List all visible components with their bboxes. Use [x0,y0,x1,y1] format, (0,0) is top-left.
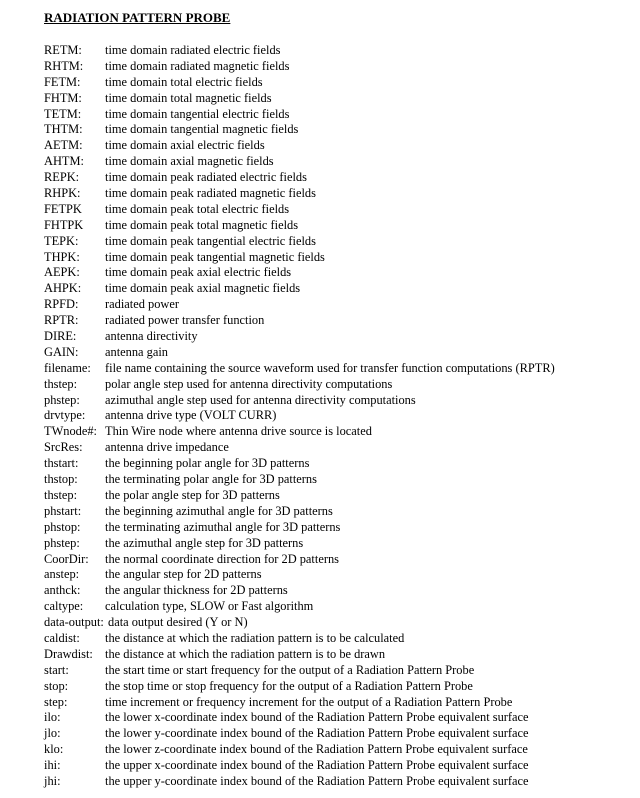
definition-term: data-output: [44,615,104,630]
definition-term: jlo: [44,726,61,741]
definition-description: radiated power [105,297,179,312]
definition-description: time domain peak radiated electric fields [105,170,307,185]
definition-term: drvtype: [44,408,86,423]
definition-row [44,742,634,758]
definition-description: the polar angle step for 3D patterns [105,487,280,502]
definition-description: the stop time or stop frequency for the output of a Radiation Pattern Probe [105,678,473,693]
definition-description: the lower z-coordinate index bound of the Radiation Pattern Probe equivalent surface [105,742,528,757]
definition-row [44,472,634,488]
definition-row [44,599,634,615]
definition-term: RHTM: [44,58,84,73]
definition-description: time domain peak axial electric fields [105,265,292,280]
definition-term: filename: [44,360,91,375]
definition-term: RETM: [44,43,82,57]
definition-row [44,504,634,520]
definition-row [44,75,634,91]
definition-row [44,424,634,440]
definition-term: FHTM: [44,90,82,105]
definition-term: phstep: [44,392,80,407]
definition-description: antenna drive impedance [105,440,229,455]
definition-term: THTM: [44,122,83,137]
definition-description: time domain tangential electric fields [105,106,290,121]
definition-row [44,663,634,679]
definition-row [44,91,634,107]
definition-row [44,631,634,647]
definition-term: ilo: [44,710,61,725]
definition-description: calculation type, SLOW or Fast algorithm [105,599,314,614]
definition-description: time domain radiated magnetic fields [105,58,290,73]
definition-list [44,43,634,790]
definition-row [44,758,634,774]
definition-description: the normal coordinate direction for 2D patterns [105,551,339,566]
definition-description: time domain total electric fields [105,74,263,89]
definition-row [44,647,634,663]
definition-row [44,234,634,250]
definition-description: the lower x-coordinate index bound of the Radiation Pattern Probe equivalent surface [105,710,529,725]
definition-term: jhi: [44,773,61,788]
definition-row [44,345,634,361]
definition-term: thstep: [44,487,78,502]
definition-description: antenna directivity [105,329,198,344]
definition-row [44,615,634,631]
definition-term: caltype: [44,599,84,614]
definition-row [44,552,634,568]
definition-term: thstart: [44,456,79,471]
definition-term: klo: [44,742,64,757]
definition-row [44,583,634,599]
definition-row [44,107,634,123]
definition-description: the angular step for 2D patterns [105,567,262,582]
definition-description: antenna drive type (VOLT CURR) [105,408,277,423]
definition-description: the start time or start frequency for the output of a Radiation Pattern Probe [105,662,475,677]
definition-row [44,59,634,75]
definition-description: time domain peak tangential electric fields [105,233,316,248]
definition-description: time domain peak axial magnetic fields [105,281,301,296]
definition-row [44,520,634,536]
definition-term: anthck: [44,583,81,598]
definition-row [44,726,634,742]
definition-term: TETM: [44,106,82,121]
definition-description: the terminating azimuthal angle for 3D patterns [105,519,341,534]
definition-description: time domain peak tangential magnetic fields [105,249,325,264]
definition-term: phstop: [44,519,81,534]
definition-row [44,138,634,154]
definition-description: Thin Wire node where antenna drive source is located [105,424,372,439]
definition-description: the upper y-coordinate index bound of the Radiation Pattern Probe equivalent surface [105,773,529,788]
definition-row [44,408,634,424]
definition-term: AETM: [44,138,83,153]
definition-description: file name containing the source waveform used for transfer function computations (RPTR) [105,360,555,375]
definition-row [44,313,634,329]
definition-row [44,456,634,472]
definition-description: time domain peak total electric fields [105,201,290,216]
definition-description: the azimuthal angle step for 3D patterns [105,535,304,550]
definition-row [44,679,634,695]
definition-row [44,297,634,313]
definition-term: phstart: [44,503,82,518]
definition-term: thstop: [44,472,78,487]
definition-term: FETPK [44,201,82,216]
definition-term: FHTPK [44,217,84,232]
definition-description: time domain peak total magnetic fields [105,217,299,232]
definition-term: RHPK: [44,186,81,201]
definition-term: AHPK: [44,281,82,296]
definition-description: time domain total magnetic fields [105,90,272,105]
definition-description: time domain radiated electric fields [105,43,281,57]
definition-term: anstep: [44,567,80,582]
definition-description: the beginning polar angle for 3D patterns [105,456,310,471]
definition-row [44,774,634,790]
definition-row [44,154,634,170]
definition-description: the angular thickness for 2D patterns [105,583,288,598]
definition-row [44,567,634,583]
definition-term: ihi: [44,758,61,773]
definition-description: radiated power transfer function [105,313,265,328]
definition-term: TEPK: [44,233,79,248]
definition-description: antenna gain [105,344,168,359]
definition-description: the distance at which the radiation pattern is to be calculated [105,630,405,645]
definition-row [44,710,634,726]
definition-row [44,202,634,218]
definition-term: step: [44,694,68,709]
definition-description: the upper x-coordinate index bound of the Radiation Pattern Probe equivalent surface [105,758,529,773]
definition-description: the beginning azimuthal angle for 3D patterns [105,503,333,518]
definition-term: DIRE: [44,329,77,344]
definition-description: the distance at which the radiation pattern is to be drawn [105,646,386,661]
definition-description: time domain tangential magnetic fields [105,122,299,137]
definition-description: the lower y-coordinate index bound of the Radiation Pattern Probe equivalent surface [105,726,529,741]
definition-row [44,440,634,456]
definition-term: AHTM: [44,154,84,169]
definition-description: polar angle step used for antenna directivity computations [105,376,393,391]
definition-row [44,186,634,202]
definition-term: AEPK: [44,265,80,280]
definition-row [44,218,634,234]
definition-row [44,43,634,59]
definition-term: REPK: [44,170,80,185]
definition-term: TWnode#: [44,424,97,439]
definition-term: RPFD: [44,297,79,312]
definition-term: CoorDir: [44,551,89,566]
definition-term: SrcRes: [44,440,83,455]
definition-description: data output desired (Y or N) [108,615,248,630]
definition-row [44,488,634,504]
definition-row [44,250,634,266]
page-title: RADIATION PATTERN PROBE [44,10,231,25]
definition-term: caldist: [44,630,80,645]
definition-term: phstep: [44,535,80,550]
definition-row [44,393,634,409]
definition-row [44,329,634,345]
definition-description: time domain axial electric fields [105,138,265,153]
definition-description: time increment or frequency increment for the output of a Radiation Pattern Probe [105,694,513,709]
definition-term: GAIN: [44,344,79,359]
definition-term: thstep: [44,376,78,391]
definition-row [44,170,634,186]
definition-row [44,281,634,297]
definition-description: azimuthal angle step used for antenna directivity computations [105,392,416,407]
definition-term: start: [44,662,69,677]
definition-description: time domain peak radiated magnetic fields [105,186,316,201]
definition-term: THPK: [44,249,80,264]
definition-row [44,536,634,552]
definition-row [44,265,634,281]
definition-term: stop: [44,678,69,693]
definition-description: time domain axial magnetic fields [105,154,274,169]
definition-row [44,695,634,711]
definition-row [44,377,634,393]
definition-description: the terminating polar angle for 3D patterns [105,472,317,487]
definition-term: Drawdist: [44,646,93,661]
definition-row [44,361,634,377]
definition-term: RPTR: [44,313,79,328]
definition-term: FETM: [44,74,81,89]
definition-row [44,122,634,138]
